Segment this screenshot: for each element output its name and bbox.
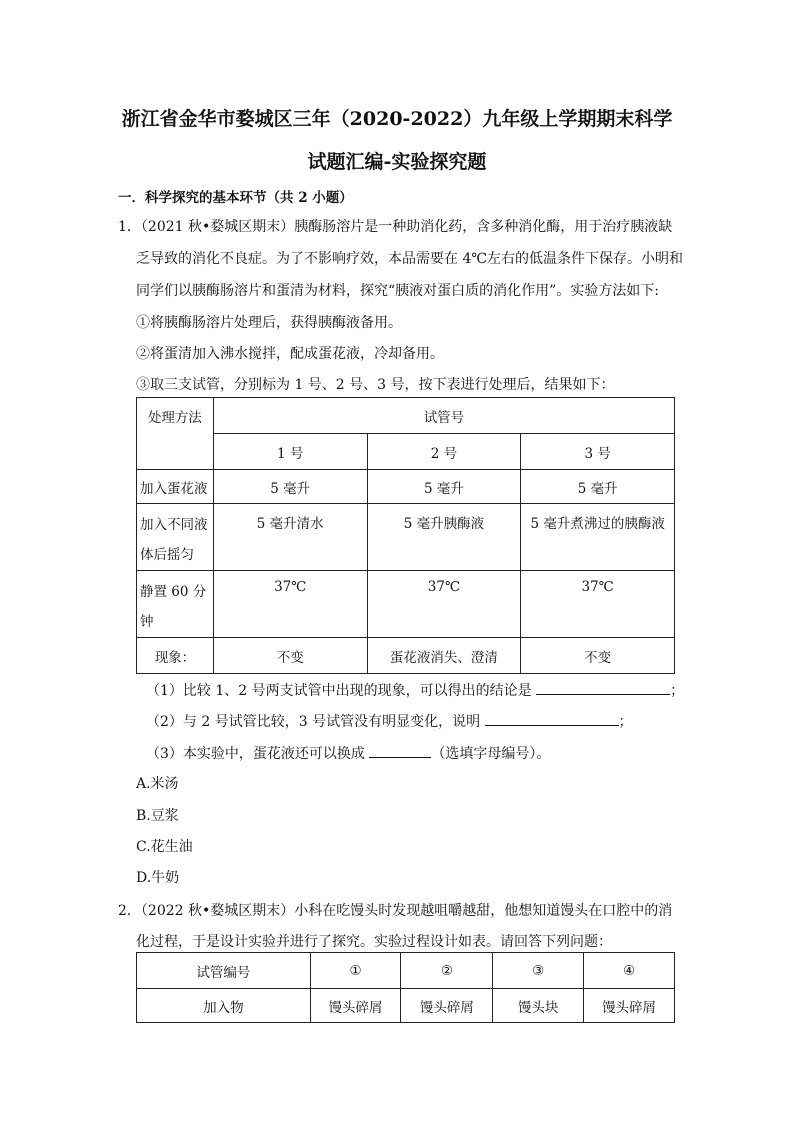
subquestion-text: ；: [618, 714, 633, 730]
q2-text-line2: 化过程，于是设计实验并进行了探究。实验过程设计如表。请回答下列问题：: [136, 934, 612, 950]
table-row: [137, 989, 675, 1023]
table-cell: 不变: [521, 638, 675, 674]
q1-treatment-table: [136, 397, 675, 674]
table-cell: 37℃: [521, 571, 675, 638]
tube-header: ③: [493, 953, 584, 989]
tube-header: 2 号: [367, 434, 521, 470]
option-d: D.牛奶: [136, 870, 180, 886]
table-cell: 馒头碎屑: [310, 989, 401, 1023]
q1-text-line3: 同学们以胰酶肠溶片和蛋清为材料，探究“胰液对蛋白质的消化作用”。实验方法如下:: [136, 283, 660, 299]
answer-blank[interactable]: [369, 743, 431, 758]
answer-blank[interactable]: [536, 680, 670, 695]
row-label-part: 加入不同液: [140, 517, 208, 533]
subquestion-text: （选填字母编号）。: [431, 746, 551, 762]
row-label-part: 静置 60 分: [140, 584, 207, 600]
option-a: A.米汤: [136, 776, 179, 792]
q1-step2: ②将蛋清加入沸水搅拌，配成蛋花液，冷却备用。: [136, 346, 444, 362]
row-label-part: 钟: [140, 614, 154, 630]
subquestion-text: （1）比较 1、2 号两支试管中出现的现象，可以得出的结论是: [146, 683, 537, 699]
q2-text-line1: 2．（2022 秋•婺城区期末）小科在吃馒头时发现越咀嚼越甜，他想知道馒头在口腔中的消: [118, 903, 673, 919]
section-heading: 一．科学探究的基本环节（共 2 小题）: [118, 190, 353, 206]
row-label-part: 体后摇匀: [140, 547, 194, 563]
document-title-line1: 浙江省金华市婺城区三年（2020-2022）九年级上学期期末科学: [121, 108, 673, 130]
table-cell: 馒头碎屑: [584, 989, 675, 1023]
table-cell: 5 毫升: [521, 470, 675, 504]
q1-step3: ③取三支试管，分别标为 1 号、2 号、3 号，按下表进行处理后，结果如下：: [136, 377, 615, 393]
tube-header: 1 号: [213, 434, 367, 470]
table-row: [137, 504, 675, 571]
tube-header: ④: [584, 953, 675, 989]
row-label: 加入蛋花液: [137, 470, 214, 504]
q1-step1: ①将胰酶肠溶片处理后，获得胰酶液备用。: [136, 315, 402, 331]
option-b: B.豆浆: [136, 808, 179, 824]
table-cell: 5 毫升清水: [213, 504, 367, 571]
table-cell: 蛋花液消失、澄清: [367, 638, 521, 674]
row-label: [137, 571, 214, 638]
table-row: [137, 953, 675, 989]
q1-text-line1: 1．（2021 秋•婺城区期末）胰酶肠溶片是一种助消化药，含多种消化酶，用于治疗胰液缺: [118, 219, 673, 235]
table-cell: 馒头块: [493, 989, 584, 1023]
q1-subquestion-2: [146, 711, 633, 731]
q1-subquestion-3: [146, 743, 550, 763]
row-label: [137, 504, 214, 571]
tube-header: ②: [401, 953, 493, 989]
table-cell: 5 毫升: [367, 470, 521, 504]
table-cell: 37℃: [367, 571, 521, 638]
table-cell: 5 毫升胰酶液: [367, 504, 521, 571]
q1-subquestion-1: [146, 680, 684, 700]
table-cell: 不变: [213, 638, 367, 674]
table-row: [137, 638, 675, 674]
table-cell: 37℃: [213, 571, 367, 638]
document-title-line2: 试题汇编-实验探究题: [307, 151, 487, 173]
option-c: C.花生油: [136, 839, 193, 855]
row-label: 试管编号: [137, 953, 311, 989]
table-corner-cell: 处理方法: [137, 398, 214, 470]
q2-experiment-table: [136, 952, 675, 1023]
q1-text-line2: 乏导致的消化不良症。为了不影响疗效，本品需要在 4℃左右的低温条件下保存。小明和: [136, 251, 684, 267]
table-row: [137, 470, 675, 504]
answer-blank[interactable]: [485, 711, 619, 726]
row-label: 现象：: [137, 638, 214, 674]
tube-header: 3 号: [521, 434, 675, 470]
row-label: 加入物: [137, 989, 311, 1023]
table-row: [137, 571, 675, 638]
subquestion-text: ；: [670, 683, 685, 699]
tube-header: ①: [310, 953, 401, 989]
table-group-header: 试管号: [213, 398, 674, 434]
table-cell: 5 毫升: [213, 470, 367, 504]
table-cell: 馒头碎屑: [401, 989, 493, 1023]
table-cell: 5 毫升煮沸过的胰酶液: [521, 504, 675, 571]
subquestion-text: （2）与 2 号试管比较，3 号试管没有明显变化，说明: [146, 714, 485, 730]
subquestion-text: （3）本实验中，蛋花液还可以换成: [146, 746, 370, 762]
